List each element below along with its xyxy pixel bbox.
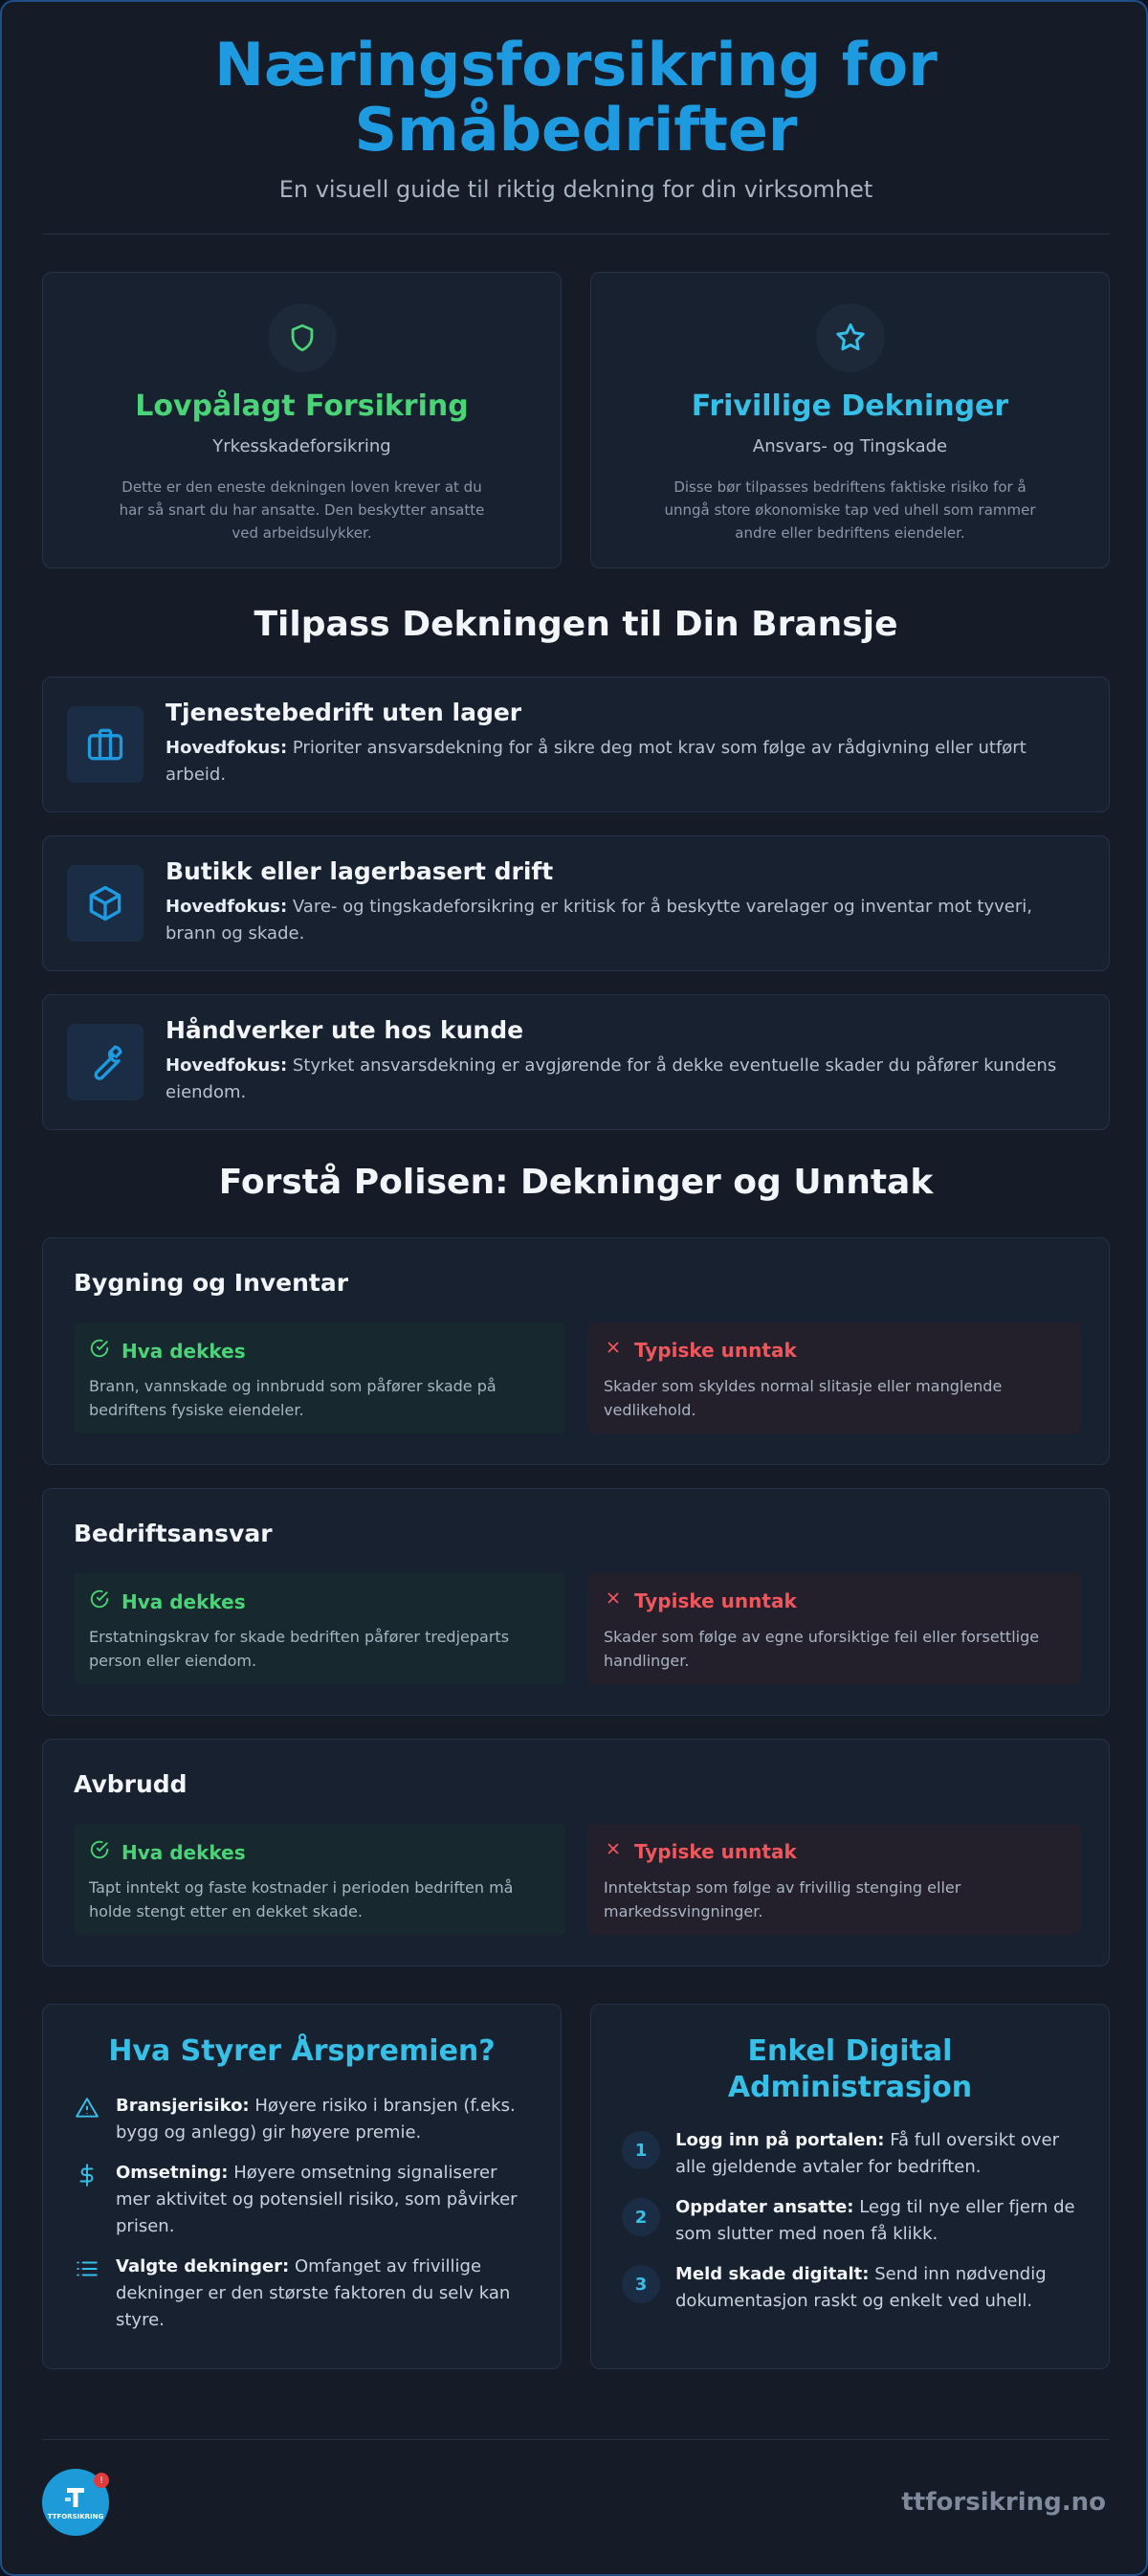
card-subtitle: Yrkesskadeforsikring — [212, 436, 391, 456]
industry-title: Butikk eller lagerbasert drift — [166, 857, 554, 885]
industry-card-service — [42, 677, 1110, 812]
step-number: 3 — [622, 2265, 660, 2303]
excluded-box — [588, 1322, 1080, 1433]
page-title — [2, 30, 1148, 165]
excluded-text: Skader som skyldes normal slitasje eller manglende vedlikehold. — [604, 1377, 1003, 1419]
industry-text: Styrket ansvarsdekning er avgjørende for å dekke eventuelle skader du påfører kundens eiendom. — [166, 1055, 1057, 1102]
star-icon — [816, 303, 885, 372]
digital-title — [591, 2033, 1109, 2106]
excluded-box — [588, 1573, 1080, 1684]
close-icon — [604, 1839, 623, 1863]
focus-label: Hovedfokus: — [166, 897, 288, 917]
step-label: Logg inn på portalen: — [675, 2130, 885, 2150]
excluded-box — [588, 1824, 1080, 1935]
excluded-label: Typiske unntak — [634, 1338, 797, 1362]
logo-text: TTFORSIKRING — [47, 2513, 104, 2520]
page-title-line1: Næringsforsikring for — [214, 30, 938, 100]
digital-title-line2: Administrasjon — [727, 2071, 973, 2104]
covered-text: Erstatningskrav for skade bedriften påfører tredjeparts person eller eiendom. — [89, 1628, 510, 1670]
card-title: Frivillige Dekninger — [691, 389, 1009, 423]
policy-title: Bygning og Inventar — [74, 1269, 349, 1297]
premium-label: Omsetning: — [116, 2163, 229, 2183]
excluded-label: Typiske unntak — [634, 1839, 797, 1863]
wrench-icon — [67, 1024, 144, 1100]
industry-text: Vare- og tingskadeforsikring er kritisk for å beskytte varelager og inventar mot tyveri, brann og skade. — [166, 897, 1032, 944]
list-icon — [74, 2255, 100, 2282]
excluded-label: Typiske unntak — [634, 1588, 797, 1612]
industry-description — [166, 1053, 1074, 1106]
warning-icon — [74, 2095, 100, 2121]
digital-title-line1: Enkel Digital — [747, 2034, 953, 2068]
policy-card-building — [42, 1237, 1110, 1465]
page-title-line2: Småbedrifter — [354, 95, 798, 165]
check-circle-icon — [89, 1338, 110, 1364]
step-text: Legg til nye eller fjern de som slutter med noen få klikk. — [675, 2197, 1075, 2244]
premium-label: Valgte dekninger: — [116, 2256, 290, 2276]
card-description: Disse bør tilpasses bedriftens faktiske risiko for å unngå store økonomiske tap ved uhell som rammer andre eller bedriftens eiendeler. — [664, 478, 1036, 542]
focus-label: Hovedfokus: — [166, 1055, 288, 1076]
footer-domain-link[interactable]: ttforsikring.no — [901, 2488, 1106, 2517]
covered-box — [74, 1573, 565, 1684]
card-mandatory-insurance — [42, 272, 562, 568]
check-circle-icon — [89, 1839, 110, 1865]
covered-label: Hva dekkes — [121, 1339, 246, 1363]
industry-title: Tjenestebedrift uten lager — [166, 699, 522, 726]
excluded-text: Skader som følge av egne uforsiktige feil eller forsettlige handlinger. — [604, 1628, 1040, 1670]
card-digital-admin — [590, 2004, 1110, 2369]
dollar-icon — [74, 2162, 100, 2188]
focus-label: Hovedfokus: — [166, 738, 288, 758]
step-text: Send inn nødvendig dokumentasjon raskt og enkelt ved uhell. — [675, 2264, 1047, 2311]
policy-card-liability — [42, 1488, 1110, 1716]
close-icon — [604, 1338, 623, 1362]
step-number: 2 — [622, 2198, 660, 2236]
step-label: Oppdater ansatte: — [675, 2197, 854, 2217]
footer-divider — [42, 2439, 1110, 2440]
industry-description — [166, 894, 1074, 947]
industry-card-retail — [42, 835, 1110, 971]
card-title: Lovpålagt Forsikring — [135, 389, 469, 423]
card-subtitle: Ansvars- og Tingskade — [752, 436, 948, 456]
section-title-industry: Tilpass Dekningen til Din Bransje — [254, 605, 898, 644]
check-circle-icon — [89, 1588, 110, 1614]
box-icon — [67, 865, 144, 942]
card-annual-premium — [42, 2004, 562, 2369]
policy-title: Avbrudd — [74, 1770, 188, 1798]
card-description: Dette er den eneste dekningen loven krever at du har så snart du har ansatte. Den beskytter ansatte ved arbeidsulykker. — [119, 478, 485, 542]
notification-badge: ! — [94, 2473, 109, 2488]
policy-card-interruption — [42, 1739, 1110, 1966]
industry-text: Prioriter ansvarsdekning for å sikre deg mot krav som følge av rådgivning eller utført arbeid. — [166, 738, 1027, 785]
step-number: 1 — [622, 2131, 660, 2169]
covered-box — [74, 1322, 565, 1433]
covered-box — [74, 1824, 565, 1935]
logo-mark-icon — [61, 2484, 90, 2511]
policy-title: Bedriftsansvar — [74, 1520, 273, 1547]
divider — [42, 233, 1110, 234]
premium-label: Bransjerisiko: — [116, 2096, 250, 2116]
section-title-policy: Forstå Polisen: Dekninger og Unntak — [218, 1163, 934, 1202]
premium-title: Hva Styrer Årspremien? — [108, 2034, 496, 2068]
hero — [2, 30, 1148, 203]
covered-label: Hva dekkes — [121, 1840, 246, 1864]
premium-text: Høyere omsetning signaliserer mer aktivitet og potensiell risiko, som påvirker prisen. — [116, 2163, 518, 2236]
briefcase-icon — [67, 706, 144, 783]
industry-card-craftsman — [42, 994, 1110, 1130]
excluded-text: Inntektstap som følge av frivillig stenging eller markedssvingninger. — [604, 1878, 961, 1921]
step-label: Meld skade digitalt: — [675, 2264, 870, 2284]
covered-text: Brann, vannskade og innbrudd som påfører skade på bedriftens fysiske eiendeler. — [89, 1377, 497, 1419]
step-text: Få full oversikt over alle gjeldende avtaler for bedriften. — [675, 2130, 1060, 2177]
shield-icon — [268, 303, 337, 372]
industry-title: Håndverker ute hos kunde — [166, 1016, 524, 1044]
page-subtitle: En visuell guide til riktig dekning for din virksomhet — [278, 176, 873, 203]
premium-text: Høyere risiko i bransjen (f.eks. bygg og anlegg) gir høyere premie. — [116, 2096, 516, 2143]
close-icon — [604, 1588, 623, 1612]
covered-label: Hva dekkes — [121, 1589, 246, 1613]
covered-text: Tapt inntekt og faste kostnader i perioden bedriften må holde stengt etter en dekket skade. — [89, 1878, 514, 1921]
industry-description — [166, 735, 1074, 788]
premium-text: Omfanget av frivillige dekninger er den største faktoren du selv kan styre. — [116, 2256, 511, 2330]
card-optional-coverage — [590, 272, 1110, 568]
